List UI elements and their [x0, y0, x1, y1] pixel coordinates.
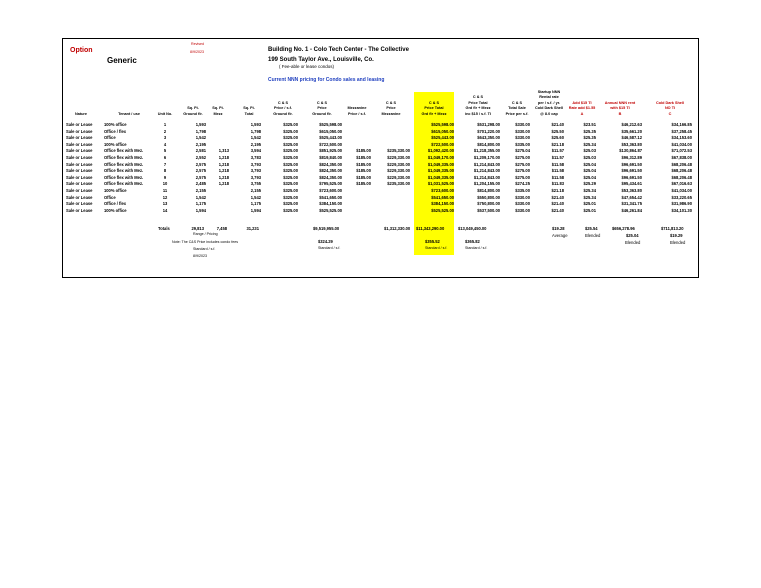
cell-sq-total: 1,175 [250, 201, 261, 207]
cell-nature: Sale or Lease [66, 181, 93, 187]
cell-price-ground: $384,150.00 [319, 201, 342, 207]
totals-rate: $19.28 [552, 226, 565, 231]
cell-rent-c: $68,206.48 [671, 174, 692, 180]
cell-total-ti: $701,220.00 [477, 128, 500, 134]
cell-price-ground: $525,598.00 [319, 122, 342, 127]
cell-rent-b: $130,864.87 [619, 148, 642, 154]
cell-rent-b: $95,434.61 [621, 181, 642, 187]
cell-rent-b: $96,691.50 [621, 161, 642, 167]
header-tenant-use: Tenant / use [118, 111, 140, 116]
cell-nature: Sale or Lease [66, 194, 93, 200]
cell-rent-b: $46,587.12 [621, 135, 642, 141]
cell-nature: Sale or Lease [66, 201, 93, 207]
generic-label: Generic [107, 56, 137, 65]
cell-unit-no: 4 [163, 141, 167, 147]
cell-rent-b: $47,654.42 [621, 194, 642, 200]
cell-sale-price-sf: $275.00 [515, 174, 530, 180]
cell-total-grd-mezz: $525,443.00 [431, 135, 454, 141]
cell-price-ground: $824,350.00 [319, 168, 342, 174]
cell-total-grd-mezz: $615,050.00 [431, 128, 454, 134]
cell-mezz-price-sf: $185.00 [356, 161, 371, 167]
cell-nature: Sale or Lease [66, 148, 93, 154]
avg-ground: $324.29 [318, 239, 333, 244]
cell-total-grd-mezz: $1,049,335.00 [427, 168, 454, 174]
cell-rent-c: $71,072.53 [671, 148, 692, 154]
cell-sq-ground: 2,581 [195, 148, 206, 154]
cell-rent-b: $46,261.84 [621, 207, 642, 213]
cell-sale-price-sf: $335.00 [515, 141, 530, 147]
cell-total-ti: $1,204,155.00 [473, 181, 500, 187]
cell-total-grd-mezz: $525,525.00 [431, 207, 454, 213]
cell-price-mezz: $229,330.00 [387, 161, 410, 167]
cell-sq-total: 1,542 [250, 135, 261, 141]
cell-price-mezz: $229,330.00 [387, 174, 410, 180]
cell-sq-ground: 2,552 [195, 155, 206, 160]
cell-unit-no: 6 [163, 155, 167, 160]
cell-price-ground: $795,525.00 [319, 181, 342, 187]
std-note-3: Standard / s.f. [465, 246, 488, 250]
cell-rent-b: $35,661.20 [621, 128, 642, 134]
header-price-ground: C & S Price Ground flr. [312, 100, 332, 116]
cell-nnn-rate: $25.60 [551, 135, 564, 141]
cell-sale-price-sf: $330.00 [515, 135, 530, 141]
cell-unit-no: 13 [162, 201, 168, 207]
cell-total-grd-mezz: $525,598.00 [431, 122, 454, 127]
cell-total-ti: $550,800.00 [477, 194, 500, 200]
cell-nnn-rate: $11.58 [551, 161, 564, 167]
cell-price-ground: $541,650.00 [319, 194, 342, 200]
header-sq-mezz: Sq. Ft. Mezz [212, 106, 224, 116]
cell-sq-total: 3,793 [250, 174, 261, 180]
cell-nnn-rate: $11.83 [551, 181, 564, 187]
cell-rate-a: $25.04 [583, 168, 596, 174]
cell-rate-a: $25.35 [583, 135, 596, 141]
sub-rate-b: $25.04 [626, 233, 639, 238]
cell-sale-price-sf: $330.00 [515, 128, 530, 134]
blended-label-4: Blended [670, 240, 686, 245]
cell-total-grd-mezz: $1,031,525.00 [427, 181, 454, 187]
cell-tenant-use: Office / flex [104, 201, 127, 207]
cell-sq-ground: 1,593 [195, 122, 206, 127]
cell-sale-price-sf: $330.00 [515, 194, 530, 200]
cell-nnn-rate: $21.40 [551, 207, 564, 213]
avg-total: $355.52 [425, 239, 440, 244]
cell-nature: Sale or Lease [66, 161, 93, 167]
cell-tenant-use: Office flex with Mez. [104, 148, 144, 154]
cell-tenant-use: Office flex with Mez. [104, 161, 144, 167]
totals-total-ti: $13,049,450.00 [458, 226, 487, 231]
cell-total-ti: $1,209,170.00 [473, 155, 500, 160]
cell-price-mezz: $229,330.00 [387, 155, 410, 160]
cell-sq-ground: 1,594 [195, 207, 206, 213]
cell-sq-mezz: 1,218 [218, 174, 229, 180]
totals-sq-total: 31,231 [246, 226, 259, 231]
cell-price-sf-ground: $325.00 [283, 168, 298, 174]
small-note-2: Note: The C&S Price includes condo fees [172, 240, 239, 244]
cell-rent-c: $68,206.48 [671, 168, 692, 174]
cell-sq-total: 1,542 [250, 194, 261, 200]
cell-rent-b: $46,212.63 [621, 122, 642, 127]
cell-sq-total: 1,594 [250, 207, 261, 213]
cell-rent-b: $53,363.80 [621, 188, 642, 193]
cell-rent-c: $34,153.60 [671, 135, 692, 141]
cell-total-grd-mezz: $541,650.00 [431, 194, 454, 200]
cell-sq-total: 2,155 [250, 188, 261, 193]
header-rent-b: Annual NNN rent with $15 TI B [604, 100, 636, 116]
cell-rate-a: $25.35 [583, 128, 596, 134]
cell-sq-ground: 2,575 [195, 174, 206, 180]
cell-price-sf-ground: $325.00 [283, 128, 298, 134]
cell-unit-no: 12 [162, 194, 168, 200]
cell-rate-a: $25.29 [583, 181, 596, 187]
header-nature: Nature [74, 111, 88, 116]
cell-price-ground: $824,350.00 [319, 174, 342, 180]
cell-nature: Sale or Lease [66, 174, 93, 180]
cell-rent-c: $41,034.00 [671, 141, 692, 147]
small-note-3: Standard / s.f. [193, 247, 216, 251]
option-label: Option [70, 47, 93, 54]
cell-sq-mezz: 1,218 [218, 161, 229, 167]
cell-total-ti: $1,214,843.00 [473, 161, 500, 167]
cell-nnn-rate: $11.57 [551, 148, 564, 154]
cell-total-ti: $1,214,843.00 [473, 168, 500, 174]
cell-sq-ground: 1,542 [195, 194, 206, 200]
cell-price-sf-ground: $325.00 [283, 188, 298, 193]
cell-sq-total: 2,195 [250, 141, 261, 147]
cell-rent-b: $96,691.50 [621, 168, 642, 174]
cell-unit-no: 7 [163, 161, 167, 167]
cell-nature: Sale or Lease [66, 188, 93, 193]
cell-rent-c: $67,016.63 [671, 181, 692, 187]
cell-sq-ground: 1,175 [195, 201, 206, 207]
cell-nnn-rate: $25.50 [551, 128, 564, 134]
cell-rent-c: $34,166.85 [671, 122, 692, 127]
cell-rate-a: $25.01 [583, 207, 596, 213]
cell-price-mezz: $235,330.00 [387, 148, 410, 154]
cell-total-ti: $643,350.00 [477, 135, 500, 141]
cell-price-sf-ground: $325.00 [283, 135, 298, 141]
cell-rent-c: $67,838.00 [671, 155, 692, 160]
cell-tenant-use: Office flex with Mez. [104, 155, 144, 160]
building-note: ( Fee-able or lease condos) [279, 64, 335, 69]
cell-price-sf-ground: $325.00 [283, 207, 298, 213]
cell-sq-ground: 1,542 [195, 135, 206, 141]
cell-sale-price-sf: $330.00 [515, 201, 530, 207]
building-title: Building No. 1 - Colo Tech Center - The Collective [268, 47, 409, 53]
cell-sale-price-sf: $335.00 [515, 188, 530, 193]
cell-rate-a: $25.34 [583, 188, 596, 193]
cell-rate-a: $25.04 [583, 161, 596, 167]
cell-unit-no: 10 [162, 181, 168, 187]
cell-total-ti: $814,800.00 [477, 188, 500, 193]
cell-sq-ground: 2,485 [195, 181, 206, 187]
cell-sq-ground: 1,798 [195, 128, 206, 134]
cell-mezz-price-sf: $185.00 [356, 181, 371, 187]
cell-rate-a: $25.03 [583, 155, 596, 160]
cell-total-ti: $537,500.00 [477, 207, 500, 213]
cell-price-ground: $615,050.00 [319, 128, 342, 134]
cell-nature: Sale or Lease [66, 122, 93, 127]
cell-rate-a: $25.34 [583, 194, 596, 200]
cell-tenant-use: Office flex with Mez. [104, 168, 144, 174]
cell-price-sf-ground: $325.00 [283, 148, 298, 154]
cell-price-ground: $824,350.00 [319, 161, 342, 167]
revised-date: 8/9/2023 [190, 50, 204, 54]
cell-rent-c: $33,220.65 [671, 194, 692, 200]
header-sale-price-sf: C & S Total Sale Price per s.f. [505, 100, 529, 116]
cell-total-grd-mezz: $384,150.00 [431, 201, 454, 207]
cell-tenant-use: Office [104, 135, 116, 141]
cell-sq-ground: 2,155 [195, 188, 206, 193]
cell-rate-a: $25.34 [583, 141, 596, 147]
cell-rent-c: $37,258.45 [671, 128, 692, 134]
cell-total-ti: $750,800.00 [477, 201, 500, 207]
header-total-grd-mezz: C & S Price Total Grd flr + Mezz [421, 100, 447, 116]
cell-price-ground: $525,525.00 [319, 207, 342, 213]
blended-label-2: Blended [585, 233, 601, 238]
cell-total-grd-mezz: $1,049,335.00 [427, 161, 454, 167]
cell-rent-b: $96,312.89 [621, 155, 642, 160]
cell-unit-no: 2 [163, 128, 167, 134]
cell-rent-c: $68,206.48 [671, 161, 692, 167]
cell-rent-c: $41,034.00 [671, 188, 692, 193]
header-sq-total: Sq. Ft. Total [243, 106, 255, 116]
cell-sq-total: 1,798 [250, 128, 261, 134]
cell-total-ti: $814,800.00 [477, 141, 500, 147]
header-sq-ground: Sq. Ft. Ground flr. [183, 106, 203, 116]
cell-nature: Sale or Lease [66, 135, 93, 141]
cell-sq-mezz: 1,218 [218, 155, 229, 160]
cell-nnn-rate: $21.40 [551, 201, 564, 207]
totals-rate-a: $25.54 [585, 226, 598, 231]
cell-rate-a: $25.04 [583, 174, 596, 180]
cell-sale-price-sf: $275.00 [515, 161, 530, 167]
cell-sale-price-sf: $274.25 [515, 181, 530, 187]
header-unit-no: Unit No. [157, 111, 173, 116]
cell-total-grd-mezz: $1,049,170.00 [427, 155, 454, 160]
cell-sq-mezz: 1,313 [218, 148, 229, 154]
cell-sq-total: 1,593 [250, 122, 261, 127]
cell-sale-price-sf: $275.00 [515, 155, 530, 160]
cell-nature: Sale or Lease [66, 128, 93, 134]
small-note-4: 8/9/2023 [193, 254, 207, 258]
pricing-subtitle: Current NNN pricing for Condo sales and leasing [268, 77, 385, 83]
header-rate-a: Add $15 TI Rate add $1.55 A [568, 100, 596, 116]
cell-sale-price-sf: $275.04 [515, 148, 530, 154]
blended-label-1: Average [552, 233, 568, 238]
cell-tenant-use: Office [104, 194, 116, 200]
cell-rate-a: $25.03 [583, 148, 596, 154]
avg-ti: $365.82 [465, 239, 480, 244]
totals-total-grd-mezz: $11,343,290.00 [416, 226, 445, 231]
cell-price-sf-ground: $325.00 [283, 181, 298, 187]
cell-tenant-use: Office flex with Mez. [104, 174, 144, 180]
cell-nnn-rate: $21.40 [551, 122, 564, 127]
cell-unit-no: 3 [163, 135, 167, 141]
cell-total-ti: $531,298.00 [477, 122, 500, 127]
header-total-ti: C & S Price Total Grd flr + Mezz inc $15 / s.f. TI [465, 95, 491, 116]
totals-label: Totals [158, 226, 170, 231]
header-price-sf-ground: C & S Price / s.f. Ground flr. [273, 100, 293, 116]
cell-tenant-use: Office / flex [104, 128, 127, 134]
cell-unit-no: 9 [163, 174, 167, 180]
cell-sq-ground: 2,575 [195, 161, 206, 167]
cell-sq-ground: 2,195 [195, 141, 206, 147]
cell-rent-b: $31,341.75 [621, 201, 642, 207]
cell-total-ti: $1,218,355.00 [473, 148, 500, 154]
cell-tenant-use: Office flex with Mez. [104, 181, 144, 187]
cell-tenant-use: 100% office [104, 207, 127, 213]
totals-rent-c: $711,813.20 [661, 226, 684, 231]
building-address: 199 South Taylor Ave., Louisville, Co. [268, 57, 374, 63]
header-nnn-rate: Startup NNN Rental rate per / s.f. / yr. Cold Dark Shell @ 8.0 cap [534, 89, 564, 116]
cell-tenant-use: 100% office [104, 188, 127, 193]
cell-rent-b: $96,691.50 [621, 174, 642, 180]
cell-nnn-rate: $11.58 [551, 174, 564, 180]
cell-price-mezz: $235,330.00 [387, 181, 410, 187]
cell-sale-price-sf: $330.00 [515, 207, 530, 213]
blended-label-3: Blended [625, 240, 641, 245]
cell-price-ground: $723,600.00 [319, 188, 342, 193]
cell-sq-mezz: 1,218 [218, 181, 229, 187]
cell-rent-b: $53,363.80 [621, 141, 642, 147]
cell-price-sf-ground: $325.00 [283, 155, 298, 160]
cell-sq-total: 3,594 [250, 148, 261, 154]
sub-rate-c: $19.29 [670, 233, 683, 238]
cell-nnn-rate: $11.58 [551, 168, 564, 174]
header-rent-c: Cold Dark Shell NO TI C [655, 100, 685, 116]
cell-mezz-price-sf: $185.00 [356, 168, 371, 174]
cell-price-sf-ground: $325.00 [283, 201, 298, 207]
std-note-2: Standard / s.f. [425, 246, 448, 250]
cell-unit-no: 14 [162, 207, 168, 213]
cell-price-sf-ground: $325.00 [283, 174, 298, 180]
cell-price-ground: $851,925.00 [319, 148, 342, 154]
cell-rent-c: $34,101.30 [671, 207, 692, 213]
cell-rate-a: $23.51 [583, 122, 596, 127]
cell-price-mezz: $229,330.00 [387, 168, 410, 174]
cell-nnn-rate: $21.18 [551, 188, 564, 193]
cell-sq-total: 3,755 [250, 181, 261, 187]
cell-mezz-price-sf: $185.00 [356, 148, 371, 154]
cell-rate-a: $25.01 [583, 201, 596, 207]
cell-nnn-rate: $11.57 [551, 155, 564, 160]
totals-sq-mezz: 7,458 [216, 226, 227, 231]
totals-rent-b: $656,278.96 [612, 226, 635, 231]
cell-price-ground: $525,443.00 [319, 135, 342, 141]
cell-total-grd-mezz: $723,600.00 [431, 188, 454, 193]
cell-sale-price-sf: $330.00 [515, 122, 530, 127]
cell-nature: Sale or Lease [66, 168, 93, 174]
cell-sq-ground: 2,575 [195, 168, 206, 174]
cell-nnn-rate: $21.18 [551, 141, 564, 147]
cell-price-sf-ground: $325.00 [283, 122, 298, 127]
cell-tenant-use: 100% office [104, 122, 127, 127]
cell-sq-total: 3,793 [250, 168, 261, 174]
cell-price-ground: $819,840.00 [319, 155, 342, 160]
cell-unit-no: 5 [163, 148, 167, 154]
cell-mezz-price-sf: $185.00 [356, 174, 371, 180]
cell-nature: Sale or Lease [66, 141, 93, 147]
cell-nnn-rate: $21.40 [551, 194, 564, 200]
cell-sale-price-sf: $275.00 [515, 168, 530, 174]
cell-total-grd-mezz: $1,049,335.00 [427, 174, 454, 180]
cell-tenant-use: 100% office [104, 141, 127, 147]
cell-total-grd-mezz: $1,092,420.00 [427, 148, 454, 154]
std-note-1: Standard / s.f. [318, 246, 341, 250]
header-price-mezz: C & S Price Mezzanine [381, 100, 401, 116]
cell-sq-total: 3,793 [250, 161, 261, 167]
cell-rent-c: $31,986.90 [671, 201, 692, 207]
cell-unit-no: 11 [162, 188, 168, 193]
cell-price-ground: $722,500.00 [319, 141, 342, 147]
cell-nature: Sale or Lease [66, 207, 93, 213]
cell-price-sf-ground: $325.00 [283, 161, 298, 167]
cell-nature: Sale or Lease [66, 155, 93, 160]
cell-mezz-price-sf: $185.00 [356, 155, 371, 160]
small-note-1: Range / Pricing [193, 232, 218, 236]
cell-price-sf-ground: $325.00 [283, 141, 298, 147]
revised-label: Revised [191, 42, 204, 46]
header-mezz-price-sf: Mezzanine Price / s.f. [347, 106, 367, 116]
totals-price-ground: $9,519,955.00 [313, 226, 340, 231]
cell-sq-mezz: 1,218 [218, 168, 229, 174]
totals-price-mezz: $1,312,330.00 [384, 226, 411, 231]
cell-total-grd-mezz: $722,500.00 [431, 141, 454, 147]
cell-unit-no: 1 [163, 122, 167, 127]
totals-sq-ground: 29,813 [191, 226, 204, 231]
cell-sq-total: 3,783 [250, 155, 261, 160]
cell-price-sf-ground: $325.00 [283, 194, 298, 200]
cell-unit-no: 8 [163, 168, 167, 174]
cell-total-ti: $1,214,843.00 [473, 174, 500, 180]
